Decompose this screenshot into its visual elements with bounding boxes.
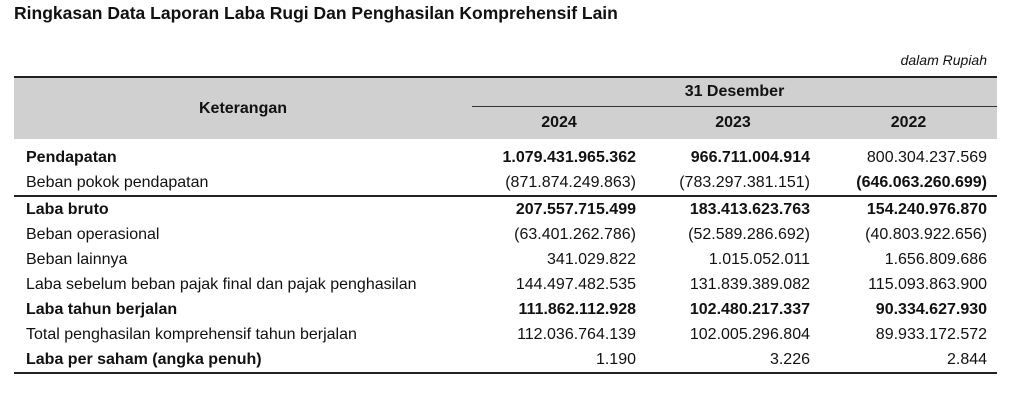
value-2023: 183.413.623.763 bbox=[646, 196, 820, 222]
value-2022: 115.093.863.900 bbox=[868, 275, 988, 293]
table-row bbox=[14, 222, 997, 247]
value-2022: 154.240.976.870 bbox=[820, 196, 997, 222]
value-2022: 800.304.237.569 bbox=[866, 148, 988, 166]
table-row bbox=[14, 196, 997, 222]
income-statement-table bbox=[14, 76, 997, 374]
value-2023: 1.015.052.011 bbox=[708, 250, 810, 268]
value-2022: 2.844 bbox=[820, 347, 997, 373]
value-2024: 341.029.822 bbox=[547, 250, 636, 268]
value-2024: 112.036.764.139 bbox=[517, 325, 636, 343]
table-header-row bbox=[14, 77, 997, 107]
table-row bbox=[14, 247, 997, 272]
value-2023: 102.005.296.804 bbox=[689, 325, 810, 343]
value-2024: 1.079.431.965.362 bbox=[502, 148, 636, 166]
table-row bbox=[14, 322, 997, 347]
header-year-2024: 2024 bbox=[472, 107, 646, 140]
value-2024: 144.497.482.535 bbox=[515, 275, 636, 293]
value-2024: 111.862.112.928 bbox=[518, 300, 636, 318]
row-label: Total penghasilan komprehensif tahun berjalan bbox=[26, 325, 357, 343]
value-2023: (52.589.286.692) bbox=[688, 225, 810, 243]
report-title: Ringkasan Data Laporan Laba Rugi Dan Penghasilan Komprehensif Lain bbox=[14, 3, 618, 23]
currency-unit-note: dalam Rupiah bbox=[900, 52, 987, 68]
row-label: Beban lainnya bbox=[26, 250, 128, 268]
value-2023: 966.711.004.914 bbox=[690, 148, 810, 166]
value-2024: 207.557.715.499 bbox=[472, 196, 646, 222]
value-2024: 1.190 bbox=[472, 347, 646, 373]
value-2023: 3.226 bbox=[646, 347, 820, 373]
row-label: Laba tahun berjalan bbox=[26, 300, 178, 318]
value-2024: (63.401.262.786) bbox=[514, 225, 636, 243]
row-label: Laba bruto bbox=[14, 196, 472, 222]
value-2022: 90.334.627.930 bbox=[875, 300, 988, 318]
value-2024: (871.874.249.863) bbox=[505, 173, 636, 191]
value-2023: 102.480.217.337 bbox=[689, 300, 810, 318]
value-2022: (40.803.922.656) bbox=[865, 225, 988, 243]
table-row bbox=[14, 139, 997, 170]
value-2023: 131.839.389.082 bbox=[689, 275, 810, 293]
header-year-2023: 2023 bbox=[646, 107, 820, 140]
header-date-group: 31 Desember bbox=[472, 77, 997, 107]
table-row bbox=[14, 347, 997, 373]
row-label: Beban operasional bbox=[26, 225, 160, 243]
row-label: Laba sebelum beban pajak final dan pajak penghasilan bbox=[26, 275, 417, 293]
table-row bbox=[14, 272, 997, 297]
table-row bbox=[14, 297, 997, 322]
table-row bbox=[14, 170, 997, 196]
value-2022: 1.656.809.686 bbox=[884, 250, 988, 268]
value-2023: (783.297.381.151) bbox=[679, 173, 810, 191]
row-label: Laba per saham (angka penuh) bbox=[14, 347, 472, 373]
header-keterangan: Keterangan bbox=[14, 77, 472, 139]
value-2022: (646.063.260.699) bbox=[856, 173, 988, 191]
row-label: Beban pokok pendapatan bbox=[26, 173, 209, 191]
value-2022: 89.933.172.572 bbox=[875, 325, 988, 343]
header-year-2022: 2022 bbox=[820, 107, 997, 140]
row-label: Pendapatan bbox=[26, 148, 117, 166]
